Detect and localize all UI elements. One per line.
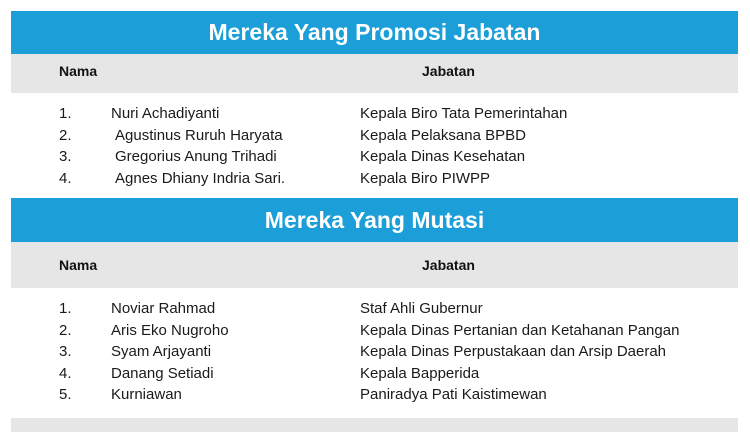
table-row bbox=[11, 320, 738, 342]
row-name: Nuri Achadiyanti bbox=[111, 105, 220, 122]
row-number: 3. bbox=[59, 148, 72, 165]
row-position: Kepala Dinas Perpustakaan dan Arsip Daerah bbox=[360, 343, 667, 360]
row-name: Agnes Dhiany Indria Sari. bbox=[115, 169, 286, 187]
row-position: Kepala Bapperida bbox=[360, 364, 480, 382]
table-header-mutasi bbox=[11, 242, 738, 288]
row-number: 2. bbox=[59, 321, 72, 339]
row-position: Kepala Pelaksana BPBD bbox=[360, 126, 526, 144]
section-title-text: Mereka Yang Mutasi bbox=[264, 206, 485, 233]
row-name: Danang Setiadi bbox=[111, 364, 214, 382]
row-name: Syam Arjayanti bbox=[111, 343, 212, 360]
row-number: 5. bbox=[59, 386, 72, 403]
row-number: 2. bbox=[59, 126, 72, 144]
row-position: Kepala Biro PIWPP bbox=[360, 169, 491, 187]
table-row bbox=[11, 363, 738, 385]
column-header-nama: Nama bbox=[59, 63, 98, 79]
table-body-mutasi bbox=[11, 298, 738, 406]
row-name: Agustinus Ruruh Haryata bbox=[115, 126, 283, 144]
row-position: Paniradya Pati Kaistimewan bbox=[360, 386, 547, 403]
row-name: Gregorius Anung Trihadi bbox=[115, 148, 277, 165]
row-position: Kepala Dinas Kesehatan bbox=[360, 148, 526, 165]
table-row bbox=[11, 298, 738, 320]
column-header-jabatan: Jabatan bbox=[422, 257, 475, 273]
table-row bbox=[11, 146, 738, 168]
section-title-text: Mereka Yang Promosi Jabatan bbox=[208, 19, 541, 45]
section-title-mutasi bbox=[11, 198, 738, 242]
table-row bbox=[11, 125, 738, 147]
section-title-promosi bbox=[11, 11, 738, 54]
table-row bbox=[11, 384, 738, 406]
footer-bar bbox=[11, 418, 738, 432]
table-row bbox=[11, 168, 738, 190]
table-header-promosi bbox=[11, 54, 738, 93]
row-number: 4. bbox=[59, 364, 72, 382]
row-name: Kurniawan bbox=[111, 386, 182, 403]
column-header-jabatan: Jabatan bbox=[422, 63, 475, 79]
row-number: 3. bbox=[59, 343, 72, 360]
row-number: 4. bbox=[59, 169, 72, 187]
table-body-promosi bbox=[11, 103, 738, 189]
row-position: Kepala Dinas Pertanian dan Ketahanan Pangan bbox=[360, 321, 680, 339]
row-position: Kepala Biro Tata Pemerintahan bbox=[360, 105, 568, 122]
row-number: 1. bbox=[59, 105, 72, 122]
row-name: Noviar Rahmad bbox=[111, 300, 216, 317]
table-row bbox=[11, 341, 738, 363]
table-row bbox=[11, 103, 738, 125]
row-number: 1. bbox=[59, 300, 72, 317]
row-name: Aris Eko Nugroho bbox=[111, 321, 229, 339]
column-header-nama: Nama bbox=[59, 257, 98, 273]
row-position: Staf Ahli Gubernur bbox=[360, 300, 483, 317]
